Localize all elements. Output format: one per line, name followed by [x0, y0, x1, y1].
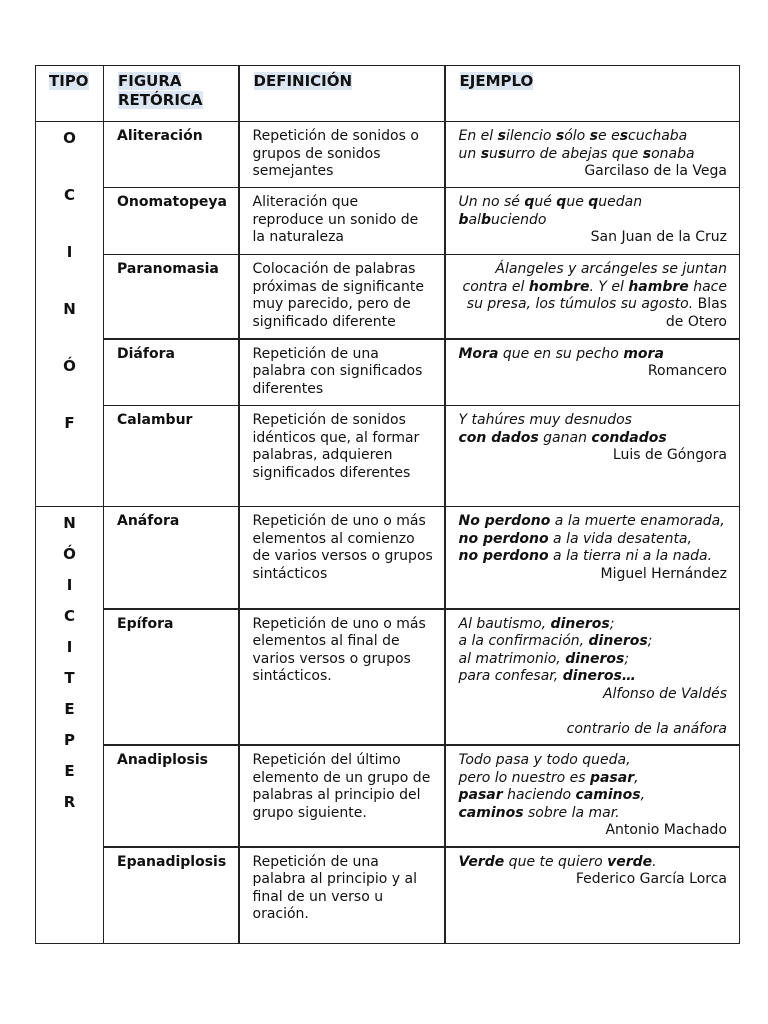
- ejemplo-cell: [445, 188, 740, 255]
- ejemplo-segment: Mora: [458, 345, 499, 362]
- ejemplo-line: [459, 212, 728, 230]
- ejemplo-segment: e e: [598, 128, 620, 144]
- ejemplo-cell: [445, 122, 740, 188]
- tipo-letter: I: [66, 638, 73, 656]
- figura-cell: Onomatopeya: [104, 188, 239, 255]
- ejemplo-autor: Romancero: [647, 363, 727, 379]
- ejemplo-segment: Verde: [458, 853, 505, 870]
- ejemplo-autor: Federico García Lorca: [575, 871, 727, 887]
- ejemplo-segment: uciendo: [491, 211, 547, 228]
- ejemplo-segment: sobre la mar.: [523, 804, 620, 821]
- ejemplo-line: [459, 616, 728, 634]
- ejemplo-line: [459, 668, 728, 686]
- ejemplo-segment: uedan: [598, 194, 643, 210]
- ejemplo-segment: dineros: [565, 650, 625, 667]
- table-row: [36, 339, 740, 406]
- ejemplo-segment: Y tahúres muy desnudos: [458, 412, 632, 428]
- ejemplo-segment: ,: [634, 769, 639, 786]
- ejemplo-cell: [445, 609, 740, 746]
- ejemplo-segment: hace: [688, 278, 727, 295]
- definicion-cell: Repetición de una palabra con significados diferentes: [239, 339, 445, 406]
- table-row: [36, 406, 740, 507]
- table-row: [36, 507, 740, 609]
- ejemplo-segment: No perdono: [458, 513, 551, 529]
- ejemplo-segment: ólo: [564, 128, 590, 144]
- ejemplo-segment: Todo pasa y todo queda,: [458, 752, 631, 768]
- ejemplo-line: [459, 194, 728, 212]
- tipo-letter: N: [63, 300, 76, 318]
- ejemplo-line: [459, 296, 728, 314]
- ejemplo-segment: a la confirmación,: [458, 633, 589, 649]
- header-tipo: TIPO: [36, 66, 104, 122]
- ejemplo-line: [459, 128, 728, 146]
- ejemplo-line: [459, 314, 728, 332]
- ejemplo-line: [459, 279, 728, 297]
- ejemplo-segment: . Y el: [589, 278, 629, 295]
- ejemplo-segment: s: [589, 128, 599, 144]
- ejemplo-segment: a la muerte enamorada,: [550, 513, 725, 529]
- ejemplo-segment: dineros: [550, 615, 610, 632]
- ejemplo-line: [459, 261, 728, 279]
- ejemplo-segment: onaba: [651, 145, 695, 162]
- ejemplo-segment: de Otero: [665, 313, 727, 330]
- tipo-letter: I: [66, 576, 73, 594]
- ejemplo-segment: pero lo nuestro es: [458, 769, 590, 786]
- ejemplo-segment: q: [524, 194, 535, 210]
- ejemplo-segment: ue: [566, 194, 589, 210]
- ejemplo-segment: ganan: [538, 429, 592, 446]
- ejemplo-segment: q: [588, 194, 599, 210]
- tipo-letter: R: [63, 793, 76, 811]
- ejemplo-segment: pasar: [589, 769, 635, 786]
- ejemplo-segment: hombre: [528, 278, 590, 295]
- tipo-letter: C: [63, 186, 75, 204]
- ejemplo-segment: ,: [640, 787, 646, 803]
- definicion-cell: Repetición del último elemento de un grupo de palabras al principio del grupo siguiente.: [239, 745, 445, 847]
- ejemplo-segment: ;: [624, 650, 630, 667]
- ejemplo-line: [459, 430, 728, 448]
- tipo-letter: T: [64, 669, 75, 687]
- figura-cell: Anáfora: [104, 507, 239, 609]
- ejemplo-segment: Álangeles y arcángeles se juntan: [495, 261, 727, 277]
- tipo-letter: E: [64, 762, 75, 780]
- ejemplo-segment: al matrimonio,: [458, 650, 566, 667]
- ejemplo-segment: ;: [609, 615, 615, 632]
- tipo-letter: N: [63, 514, 76, 532]
- ejemplo-segment: s: [642, 145, 652, 162]
- ejemplo-line: [459, 787, 728, 805]
- ejemplo-segment: s: [555, 128, 565, 144]
- definicion-cell: Aliteración que reproduce un sonido de la naturaleza: [239, 188, 445, 255]
- ejemplo-segment: caminos: [575, 787, 641, 803]
- ejemplo-segment: pasar: [458, 787, 503, 803]
- ejemplo-segment: urro de abejas que: [506, 145, 643, 162]
- tipo-letter: P: [64, 731, 75, 749]
- ejemplo-segment: b: [458, 211, 469, 228]
- table-row: [36, 609, 740, 746]
- ejemplo-cell: [445, 255, 740, 339]
- header-ejemplo: EJEMPLO: [445, 66, 740, 122]
- header-definicion: DEFINICIÓN: [239, 66, 445, 122]
- definicion-cell: Repetición de sonidos o grupos de sonidos semejantes: [239, 122, 445, 188]
- ejemplo-segment: cuchaba: [628, 128, 688, 144]
- ejemplo-segment: a la vida desatenta,: [548, 530, 692, 547]
- ejemplo-segment: con dados: [458, 429, 539, 446]
- ejemplo-segment: haciendo: [502, 787, 576, 803]
- header-row: [36, 66, 740, 122]
- ejemplo-segment: dineros…: [562, 668, 636, 684]
- ejemplo-segment: contra el: [462, 278, 529, 295]
- ejemplo-cell: [445, 339, 740, 406]
- ejemplo-segment: ué: [534, 194, 557, 210]
- ejemplo-cell: [445, 507, 740, 609]
- ejemplo-segment: q: [556, 194, 567, 210]
- tipo-letter: C: [63, 607, 75, 625]
- ejemplo-segment: s: [619, 128, 629, 144]
- tipo-letter: Ó: [63, 357, 76, 375]
- figura-cell: Epanadiplosis: [104, 847, 239, 944]
- table-row: [36, 188, 740, 255]
- ejemplo-segment: u: [489, 145, 498, 162]
- table-row: [36, 122, 740, 188]
- ejemplo-line: [459, 513, 728, 531]
- tipo-letter: O: [63, 129, 76, 147]
- ejemplo-autor: Antonio Machado: [605, 822, 727, 838]
- ejemplo-segment: que en su pecho: [498, 345, 624, 362]
- tipo-letter: I: [66, 243, 73, 261]
- ejemplo-segment: s: [497, 145, 507, 162]
- ejemplo-line: [459, 805, 728, 823]
- ejemplo-segment: para confesar,: [458, 668, 563, 684]
- ejemplo-cell: [445, 406, 740, 507]
- figura-cell: Aliteración: [104, 122, 239, 188]
- ejemplo-segment: ;: [647, 633, 653, 649]
- ejemplo-segment: no perdono: [458, 548, 549, 564]
- ejemplo-segment: caminos: [458, 804, 524, 821]
- ejemplo-segment: verde: [607, 853, 653, 870]
- tipo-vertical-label: [36, 122, 104, 507]
- ejemplo-segment: s: [480, 145, 490, 162]
- ejemplo-segment: condados: [591, 429, 667, 446]
- ejemplo-line: [459, 531, 728, 549]
- ejemplo-segment: no perdono: [458, 530, 549, 547]
- ejemplo-cell: [445, 745, 740, 847]
- ejemplo-line: [459, 854, 728, 872]
- ejemplo-line: [459, 770, 728, 788]
- tipo-vertical-label: [36, 507, 104, 944]
- ejemplo-nota: contrario de la anáfora: [566, 720, 727, 737]
- definicion-cell: Repetición de sonidos idénticos que, al formar palabras, adquieren significados diferentes: [239, 406, 445, 507]
- ejemplo-line: [459, 146, 728, 164]
- ejemplo-line: [459, 412, 728, 430]
- ejemplo-segment: .: [652, 853, 657, 870]
- definicion-cell: Repetición de uno o más elementos al final de varios versos o grupos sintácticos.: [239, 609, 445, 746]
- figura-cell: Calambur: [104, 406, 239, 507]
- ejemplo-segment: a la tierra ni a la nada.: [548, 548, 713, 564]
- tipo-letter: F: [64, 414, 75, 432]
- figura-cell: Paranomasia: [104, 255, 239, 339]
- ejemplo-line: [459, 752, 728, 770]
- ejemplo-segment: En el: [458, 128, 498, 144]
- ejemplo-autor: Miguel Hernández: [600, 565, 727, 582]
- ejemplo-line: [459, 633, 728, 651]
- tipo-letter: E: [64, 700, 75, 718]
- ejemplo-autor: San Juan de la Cruz: [590, 229, 727, 245]
- ejemplo-segment: que te quiero: [504, 853, 608, 870]
- ejemplo-segment: un: [458, 145, 481, 162]
- ejemplo-segment: s: [497, 128, 506, 144]
- header-figura: FIGURA RETÓRICA: [104, 66, 239, 122]
- ejemplo-segment: Al bautismo,: [458, 615, 551, 632]
- ejemplo-segment: Un no sé: [458, 194, 525, 210]
- ejemplo-segment: mora: [623, 345, 664, 362]
- ejemplo-segment: b: [481, 211, 492, 228]
- definicion-cell: Repetición de uno o más elementos al comienzo de varios versos o grupos sintácticos: [239, 507, 445, 609]
- ejemplo-segment: ilencio: [505, 128, 556, 144]
- ejemplo-line: [459, 346, 728, 364]
- ejemplo-segment: dineros: [588, 633, 648, 649]
- figura-cell: Epífora: [104, 609, 239, 746]
- figura-cell: Anadiplosis: [104, 745, 239, 847]
- ejemplo-line: [459, 548, 728, 566]
- ejemplo-segment: hambre: [628, 278, 689, 295]
- figura-cell: Diáfora: [104, 339, 239, 406]
- definicion-cell: Colocación de palabras próximas de significante muy parecido, pero de significado diferente: [239, 255, 445, 339]
- table-row: [36, 255, 740, 339]
- ejemplo-autor: Luis de Góngora: [612, 447, 727, 463]
- definicion-cell: Repetición de una palabra al principio y al final de un verso u oración.: [239, 847, 445, 944]
- ejemplo-line: [459, 651, 728, 669]
- ejemplo-cell: [445, 847, 740, 944]
- ejemplo-segment: su presa, los túmulos su agosto.: [466, 296, 694, 312]
- tipo-letter: Ó: [63, 545, 76, 563]
- ejemplo-autor: Garcilaso de la Vega: [584, 163, 727, 179]
- ejemplo-segment: Blas: [693, 296, 727, 312]
- table-row: [36, 847, 740, 944]
- figures-table: [35, 65, 740, 944]
- table-row: [36, 745, 740, 847]
- ejemplo-segment: al: [468, 211, 481, 228]
- ejemplo-autor: Alfonso de Valdés: [602, 685, 727, 702]
